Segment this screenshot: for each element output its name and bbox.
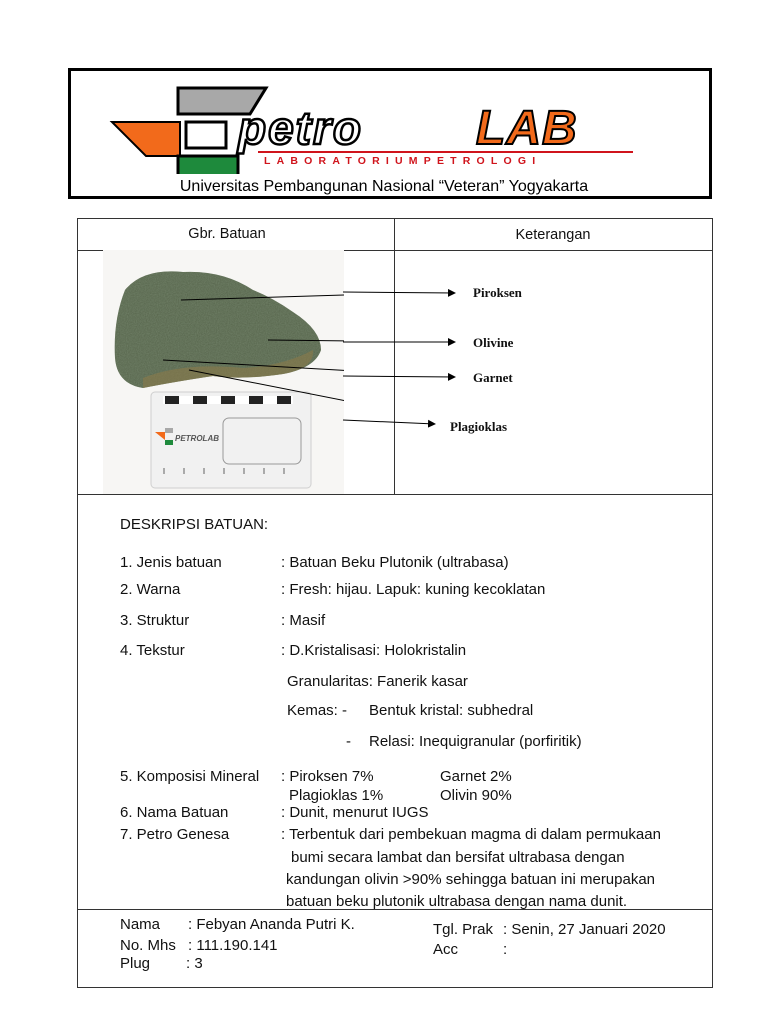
struktur-value: : Masif [281, 612, 326, 629]
label-olivine: Olivine [473, 335, 514, 350]
footer-tgl-value: : Senin, 27 Januari 2020 [503, 921, 666, 938]
footer-nama-label: Nama [120, 916, 161, 933]
komposisi-plagioklas: Plagioklas 1% [289, 787, 384, 804]
tekstur-label: 4. Tekstur [120, 642, 185, 659]
nama-batuan-label: 6. Nama Batuan [120, 804, 229, 821]
footer-tgl-label: Tgl. Prak [433, 921, 494, 938]
genesa-line-1: : Terbentuk dari pembekuan magma di dalam permukaan [281, 826, 661, 843]
warna-value: : Fresh: hijau. Lapuk: kuning kecoklatan [281, 581, 546, 598]
footer-acc-value: : [503, 941, 508, 958]
kemas-label: Kemas: - [287, 702, 348, 719]
tekstur-value: : D.Kristalisasi: Holokristalin [281, 642, 467, 659]
lab-subtitle: LABORATORIUMPETROLOGI [264, 155, 542, 167]
footer-plug-value: : 3 [186, 955, 203, 972]
label-piroksen: Piroksen [473, 285, 522, 300]
footer-nomhs-label: No. Mhs [120, 937, 176, 954]
footer-plug-label: Plug [120, 955, 151, 972]
logo-petro-text: petro [238, 102, 363, 154]
relasi-dash: - [346, 733, 351, 750]
column-header-image: Gbr. Batuan [188, 226, 266, 242]
footer-nomhs-value: : 111.190.141 [188, 937, 278, 954]
warna-label: 2. Warna [120, 581, 181, 598]
logo-lab-text: LAB [476, 102, 578, 155]
komposisi-olivin: Olivin 90% [440, 787, 512, 804]
jenis-label: 1. Jenis batuan [120, 554, 222, 571]
label-garnet: Garnet [473, 370, 513, 385]
genesa-line-3: kandungan olivin >90% sehingga batuan ini merupakan [286, 871, 656, 888]
column-header-notes: Keterangan [515, 227, 591, 243]
jenis-value: : Batuan Beku Plutonik (ultrabasa) [281, 554, 509, 571]
scale-card-logo: PETROLAB [175, 434, 219, 443]
footer-nama-value: : Febyan Ananda Putri K. [188, 916, 355, 933]
granularitas: Granularitas: Fanerik kasar [287, 673, 468, 690]
footer-acc-label: Acc [433, 941, 459, 958]
university-name: Universitas Pembangunan Nasional “Veteran” Yogyakarta [179, 178, 589, 195]
kemas-bentuk: Bentuk kristal: subhedral [369, 702, 534, 719]
relasi: Relasi: Inequigranular (porfiritik) [369, 733, 582, 750]
komposisi-label: 5. Komposisi Mineral [120, 768, 260, 785]
description-heading: DESKRIPSI BATUAN: [120, 516, 269, 533]
nama-batuan-value: : Dunit, menurut IUGS [281, 804, 429, 821]
struktur-label: 3. Struktur [120, 612, 190, 629]
genesa-label: 7. Petro Genesa [120, 826, 230, 843]
genesa-line-2: bumi secara lambat dan bersifat ultrabasa dengan [291, 849, 625, 866]
komposisi-garnet: Garnet 2% [440, 768, 512, 785]
label-plagioklas: Plagioklas [450, 419, 508, 434]
genesa-line-4: batuan beku plutonik ultrabasa dengan nama dunit. [286, 893, 628, 910]
komposisi-piroksen: : Piroksen 7% [281, 768, 374, 785]
